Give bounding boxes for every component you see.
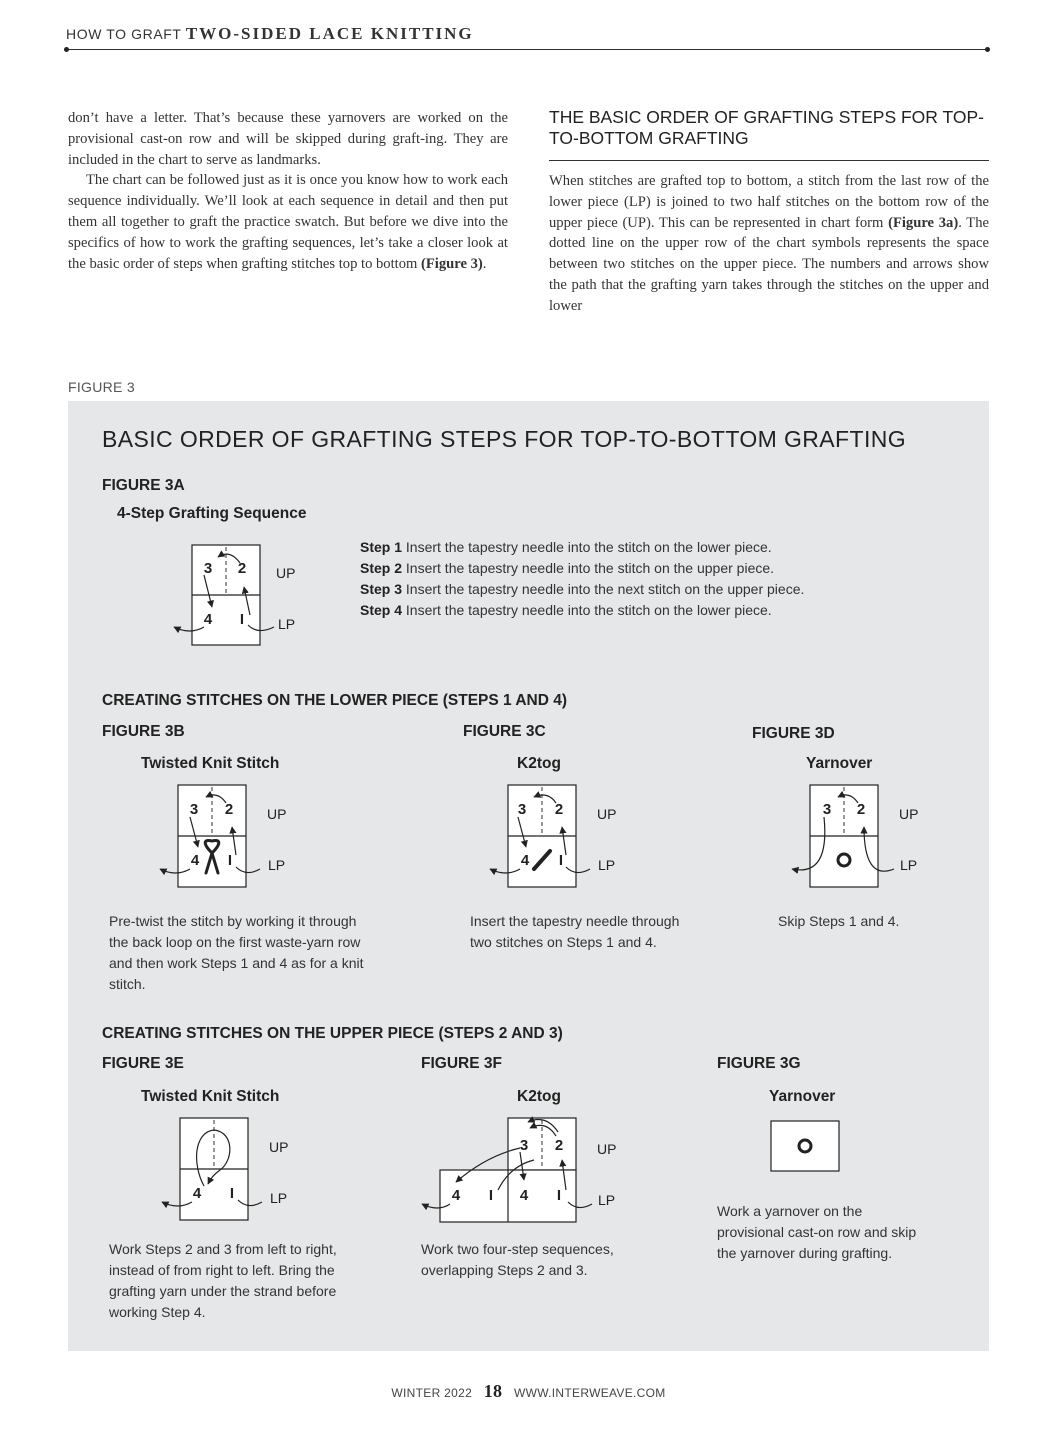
footer-site: WWW.INTERWEAVE.COM	[513, 1386, 666, 1400]
fig3d-subtitle: Yarnover	[806, 755, 873, 772]
fig3f-label: FIGURE 3F	[421, 1055, 502, 1072]
step-4: Step 4 Insert the tapestry needle into the stitch on the lower piece.	[360, 602, 772, 618]
fig3b-lp-label: LP	[268, 857, 286, 873]
lower-piece-heading: CREATING STITCHES ON THE LOWER PIECE (STEPS 1 AND 4)	[102, 692, 568, 709]
header-rule	[66, 49, 988, 50]
header-title: TWO-SIDED LACE KNITTING	[185, 24, 474, 43]
step-1: Step 1 Insert the tapestry needle into the stitch on the lower piece.	[360, 539, 772, 555]
right-paragraph-1	[549, 171, 989, 317]
fig3f-diagram	[416, 1110, 646, 1230]
fig3a-up-label: UP	[276, 565, 296, 581]
fig3a-num-2: 2	[237, 560, 247, 577]
upper-piece-heading: CREATING STITCHES ON THE UPPER PIECE (STEPS 2 AND 3)	[102, 1025, 563, 1042]
header-rule-dot-left	[64, 47, 69, 52]
fig3e-lp-label: LP	[270, 1190, 288, 1206]
fig3d-lp-label: LP	[900, 857, 918, 873]
fig3a-num-1: I	[239, 611, 245, 628]
header-rule-dot-right	[985, 47, 990, 52]
fig3d-up-label: UP	[899, 806, 919, 822]
fig3a-steps	[360, 537, 804, 621]
fig3a-label: FIGURE 3A	[102, 477, 185, 494]
fig3c-label: FIGURE 3C	[463, 723, 546, 740]
right-column-heading: THE BASIC ORDER OF GRAFTING STEPS FOR TOP-TO-BOTTOM GRAFTING	[549, 107, 984, 148]
fig3b-subtitle: Twisted Knit Stitch	[141, 755, 280, 772]
right-heading-rule	[549, 160, 989, 161]
fig3f-subtitle: K2tog	[517, 1088, 561, 1105]
fig3a-num-4: 4	[203, 611, 213, 628]
running-header	[66, 24, 474, 44]
left-paragraph-2-end: .	[482, 255, 487, 272]
fig3f-up-label: UP	[597, 1141, 617, 1157]
left-column	[68, 108, 508, 274]
fig3e-up-label: UP	[269, 1139, 289, 1155]
panel-title: BASIC ORDER OF GRAFTING STEPS FOR TOP-TO-BOTTOM GRAFTING	[102, 426, 907, 452]
step-3: Step 3 Insert the tapestry needle into the next stitch on the upper piece.	[360, 581, 805, 597]
fig3e-subtitle: Twisted Knit Stitch	[141, 1088, 280, 1105]
footer-season: WINTER 2022	[391, 1386, 473, 1400]
fig3c-num-4: 4	[520, 852, 530, 869]
fig3f-num-3: 3	[519, 1137, 529, 1154]
fig3e-num-1: I	[229, 1185, 235, 1202]
fig3f-num-2: 2	[554, 1137, 564, 1154]
page-number: 18	[483, 1381, 503, 1401]
fig3c-up-label: UP	[597, 806, 617, 822]
fig3d-num-2: 2	[856, 801, 866, 818]
fig3e-label: FIGURE 3E	[102, 1055, 184, 1072]
fig3f-num-1b: I	[556, 1187, 562, 1204]
fig3c-lp-label: LP	[598, 857, 616, 873]
fig3e-diagram	[154, 1110, 314, 1230]
fig3f-num-1a: I	[488, 1187, 494, 1204]
fig3e-note: Work Steps 2 and 3 from left to right, instead of from right to left. Bring the grafting yarn under the strand before working Step 4.	[109, 1241, 337, 1320]
step-2: Step 2 Insert the tapestry needle into the stitch on the upper piece.	[360, 560, 775, 576]
fig3a-subtitle: 4-Step Grafting Sequence	[117, 505, 307, 522]
figure-3a-reference: (Figure 3a)	[888, 214, 959, 231]
fig3d-num-3: 3	[822, 801, 832, 818]
page-footer	[0, 1381, 1057, 1402]
fig3c-note: Insert the tapestry needle through two stitches on Steps 1 and 4.	[470, 913, 680, 950]
fig3c-diagram	[482, 777, 642, 897]
fig3b-num-2: 2	[224, 801, 234, 818]
fig3d-note: Skip Steps 1 and 4.	[778, 913, 900, 929]
fig3c-num-3: 3	[517, 801, 527, 818]
fig3b-num-3: 3	[189, 801, 199, 818]
fig3d-label: FIGURE 3D	[752, 725, 835, 742]
fig3f-num-4a: 4	[451, 1187, 461, 1204]
fig3c-num-1: I	[558, 852, 564, 869]
fig3c-num-2: 2	[554, 801, 564, 818]
fig3g-diagram	[770, 1120, 842, 1174]
fig3b-num-4: 4	[190, 852, 200, 869]
right-paragraph-1-text: When stitches are grafted top to bottom, a stitch from the last row of the lower piece (LP) is joined to two half stitches on the bottom row of the upper piece (UP). This can be represented in chart form	[549, 173, 989, 231]
fig3a-diagram	[160, 535, 320, 655]
fig3g-note: Work a yarnover on the provisional cast-on row and skip the yarnover during grafting.	[717, 1203, 917, 1261]
header-small: HOW TO GRAFT	[66, 26, 182, 42]
fig3f-note: Work two four-step sequences, overlapping Steps 2 and 3.	[421, 1241, 614, 1278]
figure-label: FIGURE 3	[68, 379, 135, 395]
fig3g-label: FIGURE 3G	[717, 1055, 801, 1072]
fig3b-num-1: I	[227, 852, 233, 869]
fig3b-up-label: UP	[267, 806, 287, 822]
fig3e-num-4: 4	[192, 1185, 202, 1202]
fig3d-diagram	[784, 777, 944, 897]
fig3a-num-3: 3	[203, 560, 213, 577]
fig3b-label: FIGURE 3B	[102, 723, 185, 740]
fig3a-lp-label: LP	[278, 616, 296, 632]
fig3b-diagram	[152, 777, 312, 897]
left-paragraph-2-text: The chart can be followed just as it is once you know how to work each sequence individually. We’ll look at each sequence in detail and then put them all together to graft the practice swatch. But before we dive into the specifics of how to work the grafting sequences, let’s take a closer look at the basic order of steps when grafting stitches top to bottom	[68, 172, 508, 272]
left-paragraph-2	[68, 170, 508, 274]
figure-3-reference: (Figure 3)	[421, 255, 483, 272]
left-paragraph-1: don’t have a letter. That’s because these yarnovers are worked on the provisional cast-on row and will be skipped during graft-ing. They are included in the chart to serve as landmarks.	[68, 110, 508, 168]
fig3f-num-4b: 4	[519, 1187, 529, 1204]
fig3b-note: Pre-twist the stitch by working it through the back loop on the first waste-yarn row and then work Steps 1 and 4 as for a knit stitch.	[109, 913, 364, 992]
fig3f-lp-label: LP	[598, 1192, 616, 1208]
fig3c-subtitle: K2tog	[517, 755, 561, 772]
fig3g-subtitle: Yarnover	[769, 1088, 836, 1105]
right-column	[549, 171, 989, 317]
right-paragraph-1-end: . The dotted line on the upper row of the chart symbols represents the space between two stitches on the upper piece. The numbers and arrows show the path that the grafting yarn takes through the stitches on the upper and lower	[549, 214, 989, 314]
